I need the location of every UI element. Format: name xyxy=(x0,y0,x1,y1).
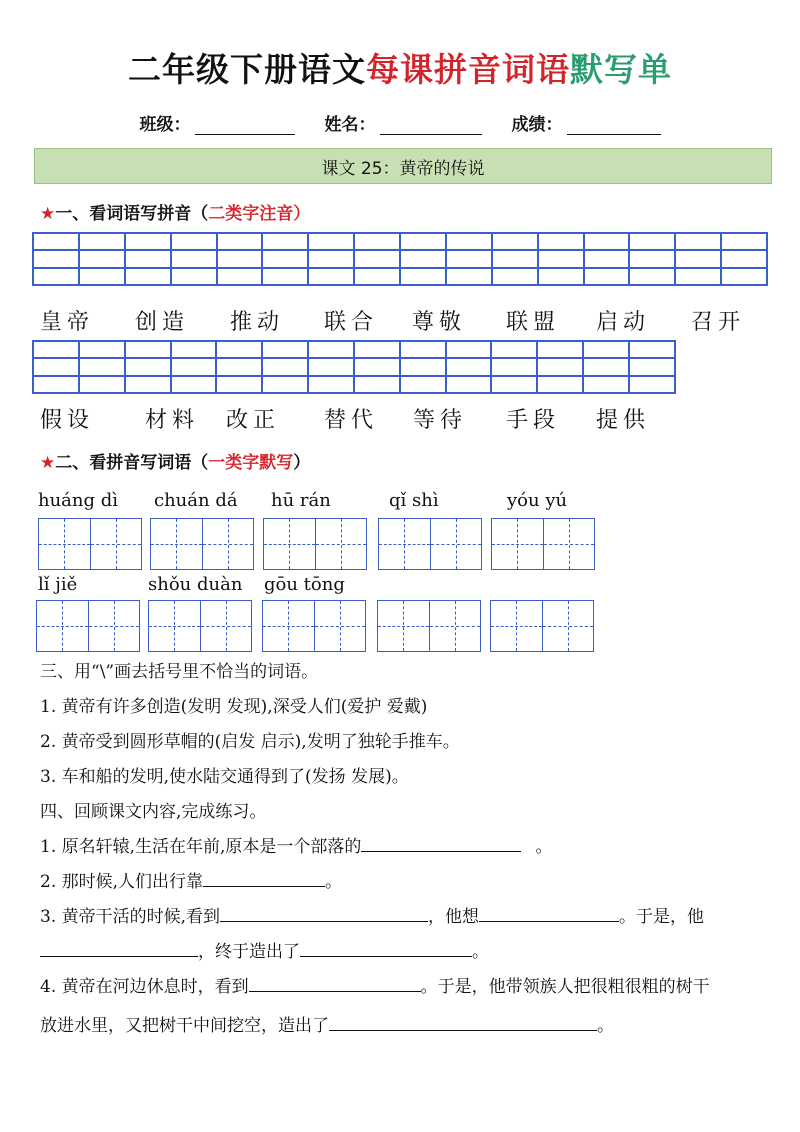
q3-end: 。 xyxy=(472,942,489,962)
word-item: 尊敬 xyxy=(412,310,467,335)
pinyin-cell[interactable] xyxy=(262,250,308,267)
pinyin-cell[interactable] xyxy=(308,268,354,285)
pinyin-cell[interactable] xyxy=(400,341,446,358)
section4-q4 xyxy=(40,972,710,997)
pinyin-cell[interactable] xyxy=(308,233,354,250)
pinyin-cell[interactable] xyxy=(400,358,446,375)
pinyin-cell[interactable] xyxy=(584,250,630,267)
pinyin-cell[interactable] xyxy=(33,341,79,358)
q3-blank-1[interactable] xyxy=(220,904,428,922)
score-blank[interactable] xyxy=(567,115,661,135)
pinyin-cell[interactable] xyxy=(538,233,584,250)
pinyin-cell[interactable] xyxy=(171,358,217,375)
tianzi-box[interactable] xyxy=(38,518,142,570)
section4-q2 xyxy=(40,867,342,892)
pinyin-cell[interactable] xyxy=(584,233,630,250)
section1-heading xyxy=(40,199,310,224)
section3-heading: 三、用“\”画去括号里不恰当的词语。 xyxy=(40,662,319,682)
pinyin-cell[interactable] xyxy=(354,268,400,285)
word-item: 材料 xyxy=(145,408,200,433)
pinyin-label: huáng dì xyxy=(38,490,119,511)
pinyin-cell[interactable] xyxy=(675,233,721,250)
word-item: 推动 xyxy=(230,310,285,335)
q1-text: 1. 原名轩辕,生活在年前,原本是一个部落的 xyxy=(40,837,362,857)
pinyin-label: shǒu duàn xyxy=(148,574,243,595)
pinyin-cell[interactable] xyxy=(125,341,171,358)
section2-heading xyxy=(40,448,310,473)
student-info-row xyxy=(0,110,800,135)
pinyin-grid-1[interactable] xyxy=(32,232,768,286)
pinyin-cell[interactable] xyxy=(675,250,721,267)
pinyin-cell[interactable] xyxy=(262,376,308,393)
word-item: 手段 xyxy=(506,408,561,433)
pinyin-cell[interactable] xyxy=(629,250,675,267)
pinyin-cell[interactable] xyxy=(492,268,538,285)
pinyin-cell[interactable] xyxy=(583,376,629,393)
word-item: 等待 xyxy=(413,408,468,433)
pinyin-cell[interactable] xyxy=(629,358,675,375)
pinyin-cell[interactable] xyxy=(583,358,629,375)
pinyin-cell[interactable] xyxy=(537,358,583,375)
star-icon: ★ xyxy=(40,453,56,473)
pinyin-cell[interactable] xyxy=(217,233,263,250)
pinyin-label: chuán dá xyxy=(154,490,238,511)
pinyin-cell[interactable] xyxy=(538,268,584,285)
pinyin-cell[interactable] xyxy=(446,233,492,250)
tianzi-box[interactable] xyxy=(378,518,482,570)
word-item: 联合 xyxy=(324,310,379,335)
pinyin-cell[interactable] xyxy=(446,341,492,358)
pinyin-label: yóu yú xyxy=(507,490,568,511)
tianzi-box[interactable] xyxy=(377,600,481,652)
pinyin-cell[interactable] xyxy=(33,358,79,375)
q4-blank-1[interactable] xyxy=(249,974,421,992)
pinyin-cell[interactable] xyxy=(79,268,125,285)
score-field[interactable] xyxy=(512,110,661,135)
pinyin-grid-2[interactable] xyxy=(32,340,676,394)
q3-text-b: ，他想 xyxy=(428,907,480,927)
q2-text: 2. 那时候,人们出行靠 xyxy=(40,872,204,892)
word-item: 替代 xyxy=(324,408,379,433)
pinyin-cell[interactable] xyxy=(125,358,171,375)
pinyin-cell[interactable] xyxy=(629,341,675,358)
word-item: 创造 xyxy=(135,310,190,335)
tianzi-box[interactable] xyxy=(263,518,367,570)
pinyin-cell[interactable] xyxy=(125,250,171,267)
name-label: 姓名： xyxy=(324,115,376,135)
q3-blank-3[interactable] xyxy=(40,939,198,957)
pinyin-cell[interactable] xyxy=(584,268,630,285)
word-item: 假设 xyxy=(40,408,95,433)
pinyin-cell[interactable] xyxy=(216,358,262,375)
page-title xyxy=(0,44,800,91)
word-item: 召开 xyxy=(691,310,746,335)
pinyin-cell[interactable] xyxy=(721,250,767,267)
pinyin-cell[interactable] xyxy=(217,250,263,267)
pinyin-cell[interactable] xyxy=(492,250,538,267)
pinyin-cell[interactable] xyxy=(446,250,492,267)
pinyin-cell[interactable] xyxy=(216,376,262,393)
pinyin-cell[interactable] xyxy=(537,341,583,358)
word-item: 皇帝 xyxy=(40,310,95,335)
section4-q3-cont xyxy=(40,937,489,962)
pinyin-cell[interactable] xyxy=(354,250,400,267)
section2-note: 一类字默写 xyxy=(208,453,294,473)
class-field[interactable] xyxy=(140,110,295,135)
pinyin-cell[interactable] xyxy=(33,268,79,285)
tianzi-box[interactable] xyxy=(36,600,140,652)
pinyin-cell[interactable] xyxy=(33,376,79,393)
pinyin-cell[interactable] xyxy=(583,341,629,358)
pinyin-cell[interactable] xyxy=(538,250,584,267)
pinyin-cell[interactable] xyxy=(171,376,217,393)
pinyin-cell[interactable] xyxy=(308,250,354,267)
class-blank[interactable] xyxy=(195,115,295,135)
pinyin-cell[interactable] xyxy=(125,233,171,250)
pinyin-cell[interactable] xyxy=(171,233,217,250)
tianzi-box[interactable] xyxy=(150,518,254,570)
pinyin-cell[interactable] xyxy=(537,376,583,393)
section1-heading-text: 一、看词语写拼音（ xyxy=(55,204,209,224)
section1-close: ） xyxy=(293,204,311,224)
q3-blank-2[interactable] xyxy=(479,904,619,922)
pinyin-cell[interactable] xyxy=(33,233,79,250)
word-item: 联盟 xyxy=(506,310,561,335)
pinyin-cell[interactable] xyxy=(492,233,538,250)
pinyin-label: lǐ jiě xyxy=(38,574,78,595)
star-icon: ★ xyxy=(40,204,56,224)
pinyin-cell[interactable] xyxy=(308,358,354,375)
word-item: 启动 xyxy=(596,310,651,335)
title-part-1: 二年级下册语文 xyxy=(128,50,366,89)
q1-blank[interactable] xyxy=(361,834,521,852)
pinyin-label: gōu tōng xyxy=(264,574,345,595)
pinyin-cell[interactable] xyxy=(171,268,217,285)
pinyin-cell[interactable] xyxy=(491,358,537,375)
pinyin-cell[interactable] xyxy=(79,358,125,375)
tianzi-box[interactable] xyxy=(491,518,595,570)
pinyin-cell[interactable] xyxy=(354,376,400,393)
q4-blank-2[interactable] xyxy=(329,1013,597,1031)
pinyin-cell[interactable] xyxy=(629,233,675,250)
section1-note: 二类字注音 xyxy=(208,204,294,224)
section4-q1 xyxy=(40,832,552,857)
q3-text-c: 。于是，他 xyxy=(619,907,705,927)
score-label: 成绩： xyxy=(511,115,563,135)
pinyin-cell[interactable] xyxy=(446,376,492,393)
pinyin-cell[interactable] xyxy=(400,268,446,285)
pinyin-cell[interactable] xyxy=(262,358,308,375)
pinyin-cell[interactable] xyxy=(171,250,217,267)
q4-text-b: 。于是，他带领族人把很粗很粗的树干 xyxy=(420,977,710,997)
pinyin-label: qǐ shì xyxy=(389,490,439,511)
pinyin-cell[interactable] xyxy=(171,341,217,358)
pinyin-cell[interactable] xyxy=(491,341,537,358)
pinyin-cell[interactable] xyxy=(446,268,492,285)
q4-text-a: 4. 黄帝在河边休息时，看到 xyxy=(40,977,249,997)
section4-q3 xyxy=(40,902,704,927)
section3-item: 1. 黄帝有许多创造(发明 发现),深受人们(爱护 爱戴) xyxy=(40,697,428,717)
pinyin-cell[interactable] xyxy=(675,268,721,285)
title-part-2: 每课拼音词语 xyxy=(366,50,570,89)
pinyin-cell[interactable] xyxy=(79,233,125,250)
pinyin-cell[interactable] xyxy=(629,268,675,285)
pinyin-cell[interactable] xyxy=(216,341,262,358)
pinyin-cell[interactable] xyxy=(262,233,308,250)
q4-end: 。 xyxy=(597,1016,614,1036)
q3-blank-4[interactable] xyxy=(300,939,472,957)
q4-text-c: 放进水里，又把树干中间挖空，造出了 xyxy=(40,1016,329,1036)
q3-text-a: 3. 黄帝干活的时候,看到 xyxy=(40,907,221,927)
pinyin-cell[interactable] xyxy=(354,233,400,250)
pinyin-cell[interactable] xyxy=(125,376,171,393)
pinyin-cell[interactable] xyxy=(721,268,767,285)
pinyin-cell[interactable] xyxy=(79,341,125,358)
pinyin-cell[interactable] xyxy=(262,341,308,358)
q2-blank[interactable] xyxy=(203,869,325,887)
q1-end: 。 xyxy=(535,837,553,857)
section3-item: 2. 黄帝受到圆形草帽的(启发 启示),发明了独轮手推车。 xyxy=(40,732,460,752)
pinyin-cell[interactable] xyxy=(79,376,125,393)
pinyin-label: hū rán xyxy=(271,490,331,511)
word-item: 改正 xyxy=(226,408,281,433)
name-blank[interactable] xyxy=(380,115,482,135)
pinyin-cell[interactable] xyxy=(33,250,79,267)
pinyin-cell[interactable] xyxy=(446,358,492,375)
word-item: 提供 xyxy=(596,408,651,433)
pinyin-cell[interactable] xyxy=(354,341,400,358)
pinyin-cell[interactable] xyxy=(125,268,171,285)
section2-heading-text: 二、看拼音写词语（ xyxy=(55,453,209,473)
tianzi-box[interactable] xyxy=(148,600,252,652)
pinyin-cell[interactable] xyxy=(217,268,263,285)
pinyin-cell[interactable] xyxy=(354,358,400,375)
q3-text-d: ，终于造出了 xyxy=(198,942,300,962)
name-field[interactable] xyxy=(325,110,482,135)
pinyin-cell[interactable] xyxy=(400,376,446,393)
lesson-title: 课文 25：黄帝的传说 xyxy=(321,158,485,179)
pinyin-cell[interactable] xyxy=(400,233,446,250)
pinyin-cell[interactable] xyxy=(400,250,446,267)
pinyin-cell[interactable] xyxy=(308,376,354,393)
tianzi-box[interactable] xyxy=(262,600,366,652)
section3-item: 3. 车和船的发明,使水陆交通得到了(发扬 发展)。 xyxy=(40,767,409,787)
section4-heading: 四、回顾课文内容,完成练习。 xyxy=(40,802,267,822)
section2-close: ） xyxy=(293,453,311,473)
pinyin-cell[interactable] xyxy=(491,376,537,393)
pinyin-cell[interactable] xyxy=(721,233,767,250)
pinyin-cell[interactable] xyxy=(629,376,675,393)
pinyin-cell[interactable] xyxy=(79,250,125,267)
lesson-title-bar xyxy=(34,148,772,184)
q2-end: 。 xyxy=(325,872,343,892)
title-part-3: 默写单 xyxy=(570,50,672,89)
tianzi-box[interactable] xyxy=(490,600,594,652)
pinyin-cell[interactable] xyxy=(262,268,308,285)
pinyin-cell[interactable] xyxy=(308,341,354,358)
class-label: 班级： xyxy=(139,115,191,135)
section4-q4-cont xyxy=(40,1011,614,1036)
